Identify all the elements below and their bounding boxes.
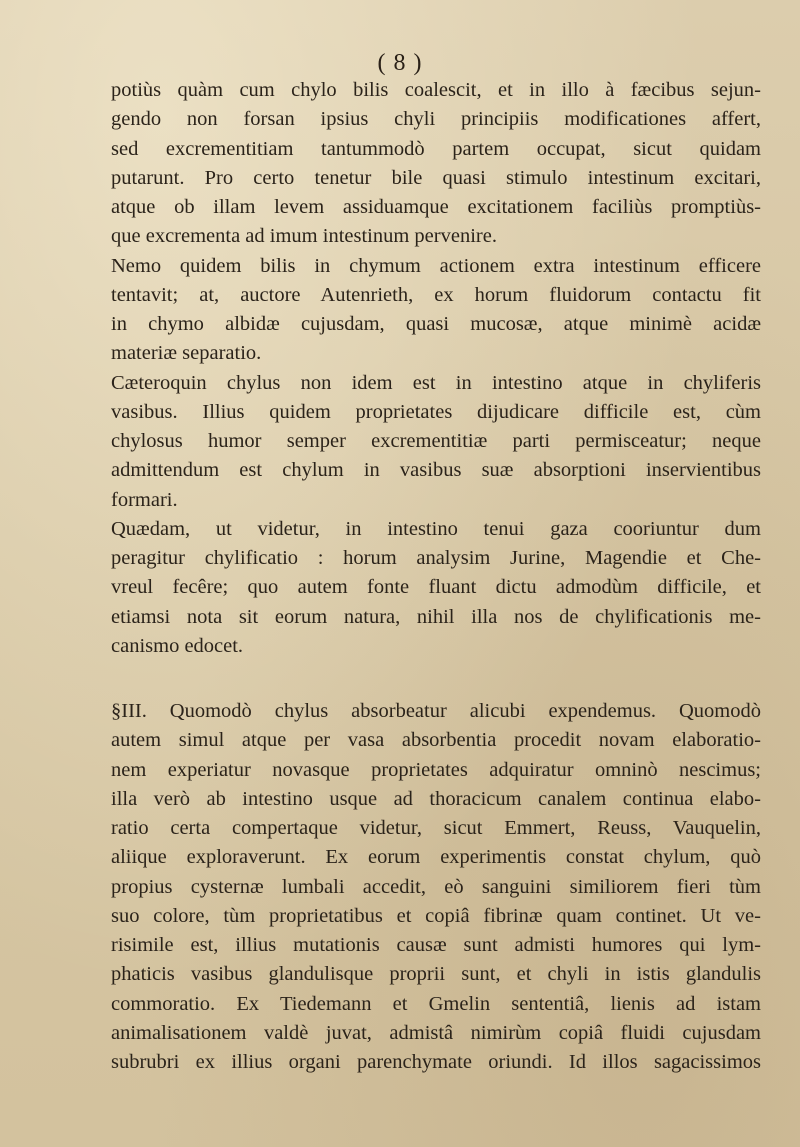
text-line: nem experiatur novasque proprietates adquiratur omninò nescimus;: [111, 758, 761, 781]
paragraph-caeteroquin: [111, 369, 761, 515]
text-line: phaticis vasibus glandulisque proprii sunt, et chyli in istis glandulis: [111, 963, 761, 986]
text-line: canismo edocet.: [111, 634, 244, 657]
text-line: Nemo quidem bilis in chymum actionem extra intestinum efficere: [111, 254, 761, 277]
text-line: ratio certa compertaque videtur, sicut Emmert, Reuss, Vauquelin,: [111, 817, 761, 839]
text-line: etiamsi nota sit eorum natura, nihil illa nos de chylificationis me-: [111, 605, 761, 628]
text-line: formari.: [111, 488, 178, 511]
text-line: propius cysternæ lumbali accedit, eò sanguini similiorem fieri tùm: [111, 875, 761, 898]
section-three: [111, 697, 761, 1077]
text-line: peragitur chylificatio : horum analysim Jurine, Magendie et Che-: [111, 547, 761, 569]
text-line: Cæteroquin chylus non idem est in intestino atque in chyliferis: [111, 371, 761, 394]
text-line: commoratio. Ex Tiedemann et Gmelin sententiâ, lienis ad istam: [111, 992, 761, 1015]
text-line: Quædam, ut videtur, in intestino tenui gaza cooriuntur dum: [111, 517, 761, 540]
text-line: risimile est, illius mutationis causæ sunt admisti humores qui lym-: [111, 934, 761, 956]
text-line: autem simul atque per vasa absorbentia procedit novam elaboratio-: [111, 729, 761, 752]
page-number: ( 8 ): [377, 50, 423, 76]
text-line: gendo non forsan ipsius chyli principiis modificationes affert,: [111, 108, 761, 131]
paragraph-bile: [111, 76, 761, 252]
text-line: sed excrementitiam tantummodò partem occupat, sicut quidam: [111, 137, 761, 160]
text-line: atque ob illam levem assiduamque excitationem faciliùs promptiùs-: [111, 196, 761, 218]
body-text: [111, 76, 761, 1077]
text-line: illa verò ab intestino usque ad thoracicum canalem continua elabo-: [111, 787, 761, 810]
paragraph-nemo: [111, 252, 761, 369]
text-line: materiæ separatio.: [111, 342, 262, 365]
text-line: tentavit; at, auctore Autenrieth, ex horum fluidorum contactu fit: [111, 283, 761, 306]
paragraph-quaedam: [111, 515, 761, 661]
section-heading-line: §III. Quomodò chylus absorbeatur alicubi expendemus. Quomodò: [111, 700, 761, 722]
text-line: in chymo albidæ cujusdam, quasi mucosæ, atque minimè acidæ: [111, 313, 761, 335]
text-line: aliique exploraverunt. Ex eorum experimentis constat chylum, quò: [111, 846, 761, 869]
text-line: suo colore, tùm proprietatibus et copiâ fibrinæ quam continet. Ut ve-: [111, 904, 761, 927]
text-line: chylosus humor semper excrementitiæ parti permisceatur; neque: [111, 430, 761, 452]
text-line: subrubri ex illius organi parenchymate oriundi. Id illos sagacissimos: [111, 1051, 761, 1073]
text-line: admittendum est chylum in vasibus suæ absorptioni inservientibus: [111, 459, 761, 482]
section-gap: [111, 661, 761, 697]
text-line: que excrementa ad imum intestinum pervenire.: [111, 225, 497, 248]
text-line: potiùs quàm cum chylo bilis coalescit, et in illo à fæcibus sejun-: [111, 79, 761, 101]
text-line: animalisationem valdè juvat, admistâ nimirùm copiâ fluidi cujusdam: [111, 1021, 761, 1044]
text-line: vasibus. Illius quidem proprietates dijudicare difficile est, cùm: [111, 400, 761, 423]
text-line: putarunt. Pro certo tenetur bile quasi stimulo intestinum excitari,: [111, 166, 761, 189]
text-line: vreul fecêre; quo autem fonte fluant dictu admodùm difficile, et: [111, 576, 761, 599]
